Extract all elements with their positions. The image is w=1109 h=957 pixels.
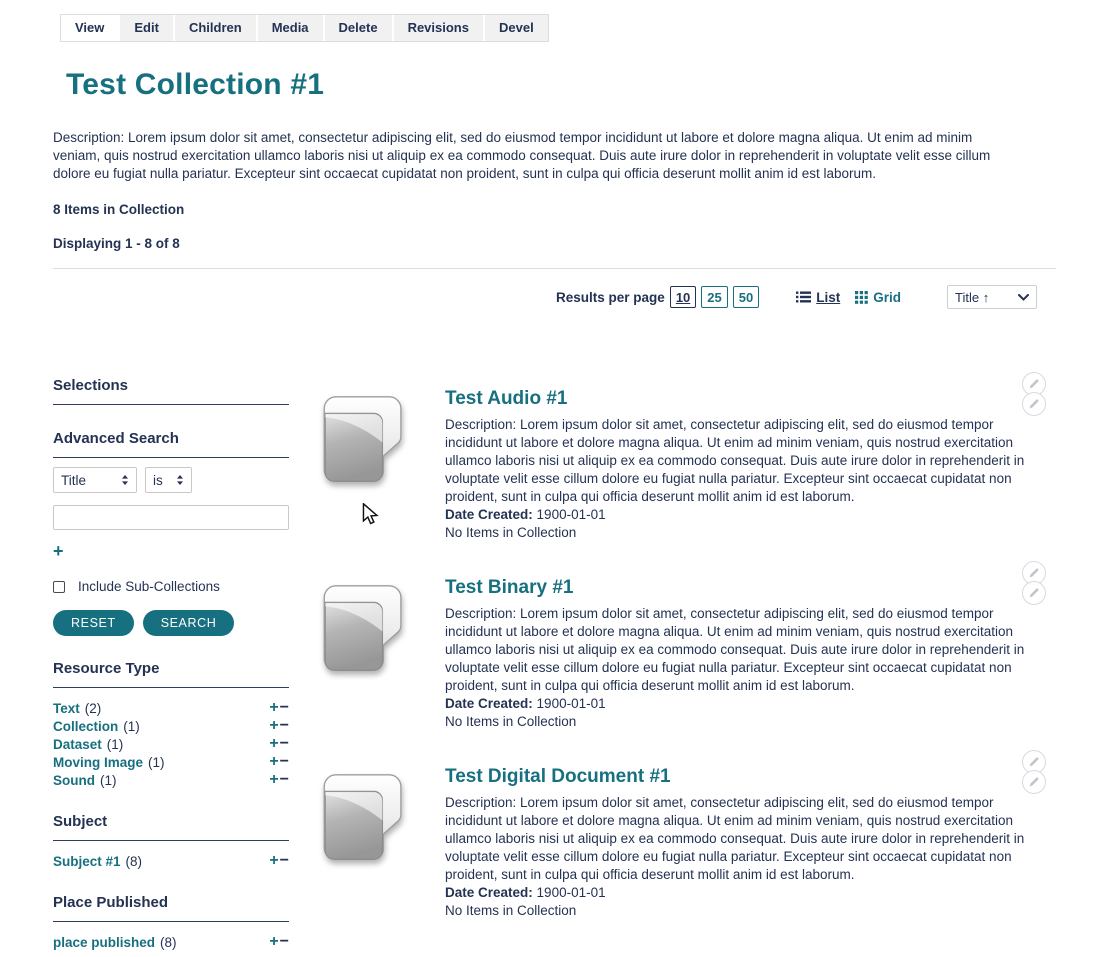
facet-row	[53, 852, 289, 870]
content-layout	[53, 370, 1056, 957]
page-container	[53, 54, 1056, 309]
facet-row	[53, 717, 289, 735]
facet-groups	[53, 660, 289, 951]
item-date-value: 1900-01-01	[536, 507, 606, 522]
facet-count: (1)	[148, 754, 165, 770]
item-edit-buttons	[1022, 561, 1046, 601]
edit-pencil-icon[interactable]	[1022, 392, 1046, 416]
updown-arrows-icon	[121, 474, 129, 486]
facet-exclude-icon[interactable]: −	[279, 699, 289, 716]
item-thumbnail[interactable]	[305, 768, 445, 920]
item-edit-buttons	[1022, 372, 1046, 412]
search-field-value: Title	[61, 472, 87, 488]
sort-select[interactable]	[947, 285, 1037, 309]
item-date-value: 1900-01-01	[536, 885, 606, 900]
divider	[53, 268, 1056, 269]
facet-group	[53, 660, 289, 789]
facet-group-title: Resource Type	[53, 660, 160, 677]
edit-pencil-icon[interactable]	[1022, 770, 1046, 794]
facet-label-group	[53, 935, 177, 950]
divider	[53, 687, 289, 688]
item-thumbnail[interactable]	[305, 579, 445, 731]
facet-group-title: Subject	[53, 813, 108, 830]
item-content	[445, 390, 1037, 542]
tabs-bar	[60, 14, 549, 42]
facet-count: (8)	[160, 934, 177, 950]
facet-link[interactable]: Dataset	[53, 736, 102, 752]
item-content	[445, 768, 1037, 920]
tab-view[interactable]: View	[61, 15, 120, 41]
divider	[53, 921, 289, 922]
facet-ops	[269, 736, 289, 752]
items-count: 8 Items in Collection	[53, 202, 185, 217]
facet-include-icon[interactable]: +	[269, 699, 279, 716]
facet-label-group	[53, 755, 165, 770]
page-size-group	[665, 286, 759, 308]
facet-count: (8)	[125, 853, 143, 869]
item-no-items: No Items in Collection	[445, 714, 577, 729]
items-list	[305, 370, 1056, 957]
tab-media[interactable]: Media	[258, 15, 325, 41]
tab-devel[interactable]: Devel	[485, 15, 548, 41]
include-subcollections-checkbox[interactable]	[53, 581, 65, 593]
search-term-input[interactable]	[53, 505, 289, 530]
facet-exclude-icon[interactable]: −	[279, 735, 289, 752]
item-date-label: Date Created:	[445, 507, 533, 522]
page-size-10[interactable]: 10	[670, 286, 696, 308]
facet-exclude-icon[interactable]: −	[279, 771, 289, 788]
grid-view-label: Grid	[873, 289, 901, 305]
facet-label-group	[53, 737, 123, 752]
facet-include-icon[interactable]: +	[269, 933, 279, 950]
collection-item-row	[305, 390, 1056, 542]
facet-row	[53, 933, 289, 951]
facet-link[interactable]: Text	[53, 700, 80, 716]
tab-children[interactable]: Children	[175, 15, 258, 41]
item-no-items: No Items in Collection	[445, 525, 577, 540]
reset-button[interactable]: RESET	[53, 610, 134, 636]
page-size-25[interactable]: 25	[701, 286, 727, 308]
facet-count: (1)	[100, 772, 117, 788]
item-content	[445, 579, 1037, 731]
divider	[53, 404, 289, 405]
facet-exclude-icon[interactable]: −	[279, 933, 289, 950]
edit-pencil-icon[interactable]	[1022, 581, 1046, 605]
facet-row	[53, 735, 289, 753]
collection-item-row	[305, 579, 1056, 731]
divider	[53, 457, 289, 458]
facet-count: (1)	[106, 736, 124, 752]
facet-link[interactable]: Sound	[53, 772, 95, 788]
facet-ops	[269, 853, 289, 869]
facet-exclude-icon[interactable]: −	[279, 717, 289, 734]
sidebar	[53, 370, 289, 951]
sort-select-value: Title ↑	[955, 289, 990, 305]
folder-icon[interactable]	[314, 392, 416, 489]
add-search-term-button[interactable]: +	[53, 541, 64, 561]
item-no-items: No Items in Collection	[445, 903, 577, 918]
folder-icon[interactable]	[314, 581, 416, 678]
divider	[53, 840, 289, 841]
facet-group-title: Place Published	[53, 894, 169, 911]
item-edit-buttons	[1022, 750, 1046, 790]
include-subcollections-label: Include Sub-Collections	[78, 579, 220, 594]
facet-row	[53, 699, 289, 717]
facet-exclude-icon[interactable]: −	[279, 852, 289, 869]
facet-row	[53, 753, 289, 771]
facet-list	[53, 933, 289, 951]
folder-icon[interactable]	[314, 770, 416, 867]
facet-include-icon[interactable]: +	[269, 852, 279, 869]
search-button[interactable]: SEARCH	[143, 610, 235, 636]
facet-link[interactable]: Subject #1	[53, 853, 121, 869]
facet-ops	[269, 718, 289, 734]
item-thumbnail[interactable]	[305, 390, 445, 542]
page-size-50[interactable]: 50	[733, 286, 759, 308]
facet-list	[53, 699, 289, 789]
facet-ops	[269, 934, 289, 950]
search-operator-value: is	[153, 472, 163, 488]
results-bar	[53, 285, 1056, 309]
item-description: Description: Lorem ipsum dolor sit amet, consectetur adipiscing elit, sed do eiusmod tempor incididunt ut labore et dolore magna aliqua. Ut enim ad minim veniam, quis nostrud exercitation ullamco laboris nisi ut aliquip ex ea commodo consequat. Duis aute irure dolor in reprehenderit in voluptate velit esse cillum dolore eu fugiat nulla pariatur. Excepteur sint occaecat cupidatat non proident, sunt in culpa qui officia deserunt mollit anim id est laborum.	[445, 795, 1025, 882]
facet-include-icon[interactable]: +	[269, 735, 279, 752]
search-field-select[interactable]	[53, 467, 137, 493]
item-date	[445, 506, 1037, 524]
selections-title: Selections	[53, 377, 129, 394]
tab-edit[interactable]: Edit	[120, 15, 175, 41]
facet-include-icon[interactable]: +	[269, 717, 279, 734]
results-per-page-label: Results per page	[556, 289, 665, 305]
list-view-label: List	[816, 289, 841, 305]
advanced-search-title: Advanced Search	[53, 430, 179, 447]
item-title-link[interactable]: Test Binary #1	[445, 577, 574, 598]
facet-ops	[269, 700, 289, 716]
facet-list	[53, 852, 289, 870]
item-date-label: Date Created:	[445, 885, 533, 900]
facet-label-group	[53, 701, 101, 716]
facet-link[interactable]: Collection	[53, 718, 119, 734]
facet-include-icon[interactable]: +	[269, 771, 279, 788]
displaying-range: Displaying 1 - 8 of 8	[53, 236, 180, 251]
facet-exclude-icon[interactable]: −	[279, 753, 289, 770]
facet-label-group	[53, 719, 140, 734]
list-icon	[796, 291, 811, 303]
list-view-link[interactable]	[796, 290, 840, 305]
facet-group	[53, 813, 289, 870]
item-description: Description: Lorem ipsum dolor sit amet, consectetur adipiscing elit, sed do eiusmod tempor incididunt ut labore et dolore magna aliqua. Ut enim ad minim veniam, quis nostrud exercitation ullamco laboris nisi ut aliquip ex ea commodo consequat. Duis aute irure dolor in reprehenderit in voluptate velit esse cillum dolore eu fugiat nulla pariatur. Excepteur sint occaecat cupidatat non proident, sunt in culpa qui officia deserunt mollit anim id est laborum.	[445, 417, 1025, 504]
facet-ops	[269, 754, 289, 770]
advanced-search	[53, 430, 289, 636]
facet-row	[53, 771, 289, 789]
page-title: Test Collection #1	[66, 68, 325, 101]
item-date-value: 1900-01-01	[536, 696, 606, 711]
tab-delete[interactable]: Delete	[325, 15, 394, 41]
facet-count: (2)	[84, 700, 102, 716]
item-date	[445, 695, 1037, 713]
facet-link[interactable]: place published	[53, 934, 156, 950]
facet-count: (1)	[123, 718, 140, 734]
grid-view-link[interactable]	[855, 290, 901, 305]
grid-icon	[855, 291, 868, 304]
search-operator-select[interactable]	[145, 467, 192, 493]
collection-item-row	[305, 768, 1056, 920]
facet-link[interactable]: Moving Image	[53, 754, 144, 770]
item-title-link[interactable]: Test Digital Document #1	[445, 766, 671, 787]
facet-include-icon[interactable]: +	[269, 753, 279, 770]
item-date	[445, 884, 1037, 902]
facet-label-group	[53, 854, 142, 869]
facet-ops	[269, 772, 289, 788]
chevron-down-icon	[1018, 294, 1029, 301]
item-description: Description: Lorem ipsum dolor sit amet, consectetur adipiscing elit, sed do eiusmod tempor incididunt ut labore et dolore magna aliqua. Ut enim ad minim veniam, quis nostrud exercitation ullamco laboris nisi ut aliquip ex ea commodo consequat. Duis aute irure dolor in reprehenderit in voluptate velit esse cillum dolore eu fugiat nulla pariatur. Excepteur sint occaecat cupidatat non proident, sunt in culpa qui officia deserunt mollit anim id est laborum.	[445, 606, 1025, 693]
item-date-label: Date Created:	[445, 696, 533, 711]
item-title-link[interactable]: Test Audio #1	[445, 388, 568, 409]
updown-arrows-icon	[176, 474, 184, 486]
mouse-cursor	[362, 503, 381, 530]
tab-revisions[interactable]: Revisions	[394, 15, 485, 41]
facet-label-group	[53, 773, 117, 788]
collection-description: Description: Lorem ipsum dolor sit amet, consectetur adipiscing elit, sed do eiusmod tempor incididunt ut labore et dolore magna aliqua. Ut enim ad minim veniam, quis nostrud exercitation ullamco laboris nisi ut aliquip ex ea commodo consequat. Duis aute irure dolor in reprehenderit in voluptate velit esse cillum dolore eu fugiat nulla pariatur. Excepteur sint occaecat cupidatat non proident, sunt in culpa qui officia deserunt mollit anim id est laborum.	[53, 130, 991, 181]
facet-group	[53, 894, 289, 951]
